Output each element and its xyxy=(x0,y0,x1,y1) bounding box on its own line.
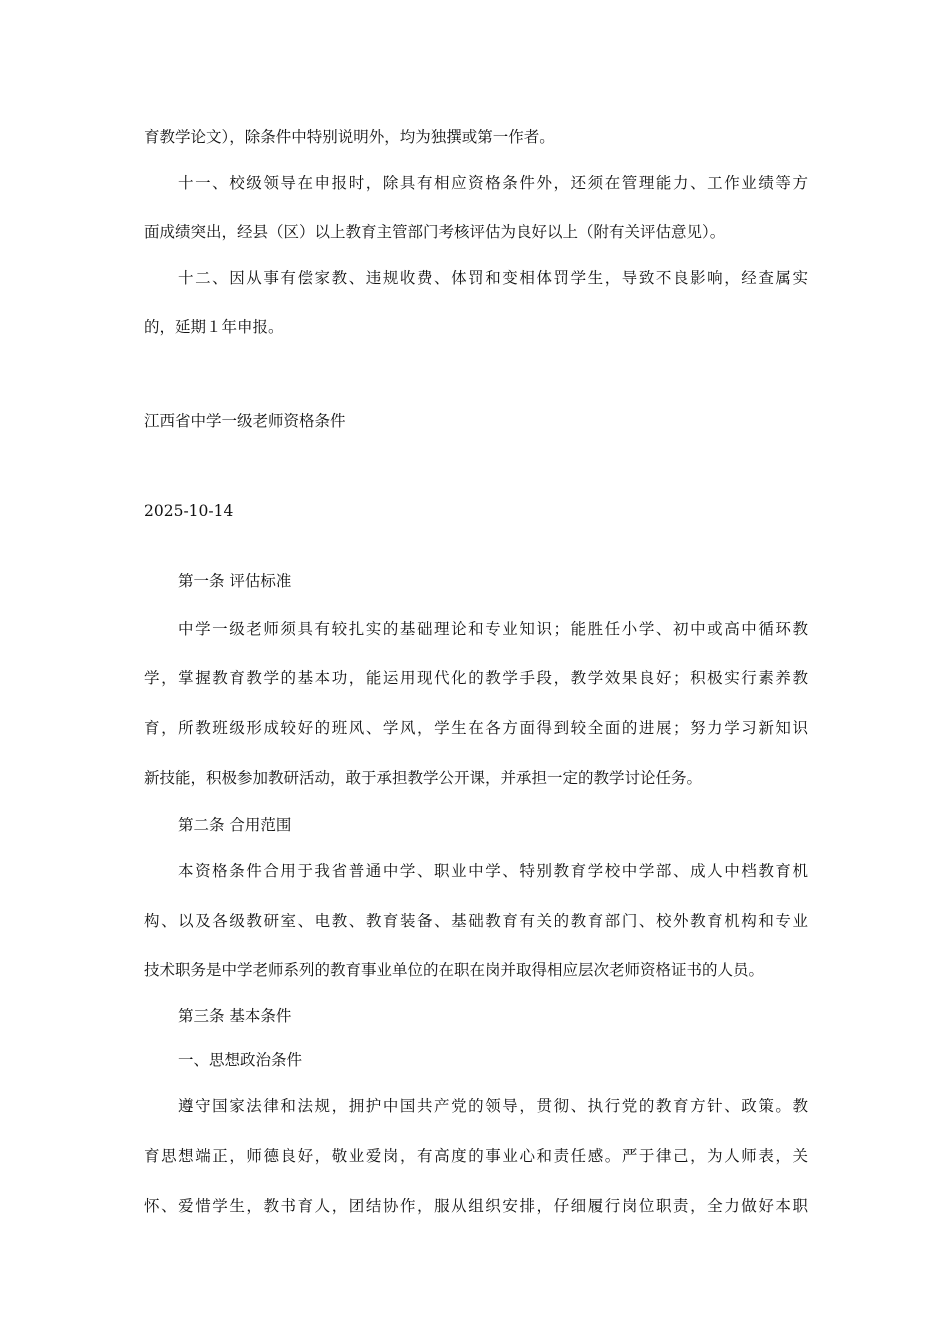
document-line: 面成绩突出，经县（区）以上教育主管部门考核评估为良好以上（附有关评估意见）。 xyxy=(144,223,726,241)
document-line: 十二、因从事有偿家教、违规收费、体罚和变相体罚学生，导致不良影响，经查属实 xyxy=(178,269,808,287)
document-line: 十一、校级领导在申报时，除具有相应资格条件外，还须在管理能力、工作业绩等方 xyxy=(178,174,808,192)
document-line: 怀、爱惜学生，教书育人，团结协作，服从组织安排，仔细履行岗位职责，全力做好本职 xyxy=(144,1197,808,1215)
document-line: 本资格条件合用于我省普通中学、职业中学、特别教育学校中学部、成人中档教育机 xyxy=(178,862,808,880)
document-line: 2025-10-14 xyxy=(144,502,234,520)
document-line: 一、思想政治条件 xyxy=(178,1051,303,1069)
document-line: 学，掌握教育教学的基本功，能运用现代化的教学手段，教学效果良好；积极实行素养教 xyxy=(144,669,808,687)
document-line: 育教学论文），除条件中特别说明外，均为独撰或第一作者。 xyxy=(144,128,555,146)
document-line: 育思想端正，师德良好，敬业爱岗，有高度的事业心和责任感。严于律己，为人师表，关 xyxy=(144,1147,808,1165)
document-line: 第一条 评估标准 xyxy=(178,572,292,590)
document-line: 第二条 合用范围 xyxy=(178,816,292,834)
document-line: 第三条 基本条件 xyxy=(178,1007,292,1025)
document-line: 中学一级老师须具有较扎实的基础理论和专业知识；能胜任小学、初中或高中循环教 xyxy=(178,620,808,638)
document-line: 育，所教班级形成较好的班风、学风，学生在各方面得到较全面的进展；努力学习新知识 xyxy=(144,719,808,737)
document-line: 技术职务是中学老师系列的教育事业单位的在职在岗并取得相应层次老师资格证书的人员。 xyxy=(144,961,765,979)
document-line: 新技能，积极参加教研活动，敢于承担教学公开课，并承担一定的教学讨论任务。 xyxy=(144,769,703,787)
document-line: 构、以及各级教研室、电教、教育装备、基础教育有关的教育部门、校外教育机构和专业 xyxy=(144,912,808,930)
document-line: 江西省中学一级老师资格条件 xyxy=(144,412,346,430)
document-line: 的，延期１年申报。 xyxy=(144,318,284,336)
document-line: 遵守国家法律和法规，拥护中国共产党的领导，贯彻、执行党的教育方针、政策。教 xyxy=(178,1097,808,1115)
